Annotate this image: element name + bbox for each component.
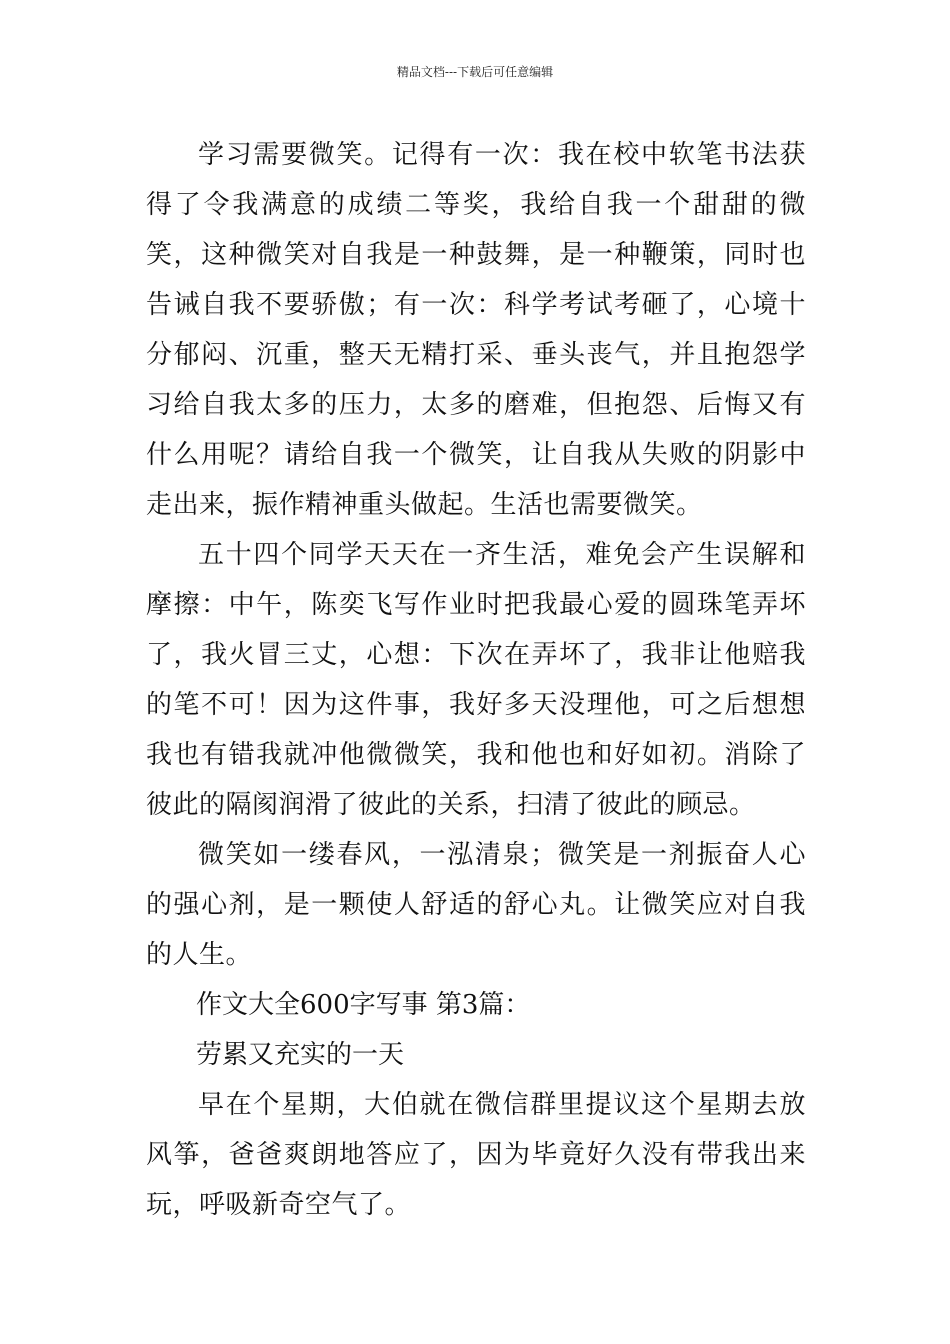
- paragraph-classmates: 五十四个同学天天在一齐生活，难免会产生误解和摩擦：中午，陈奕飞写作业时把我最心爱的圆珠笔弄坏了，我火冒三丈，心想：下次在弄坏了，我非让他赔我的笔不可！因为这件事，我好多天没理他，可之后想想我也有错我就冲他微微笑，我和他也和好如初。消除了彼此的隔阂润滑了彼此的关系，扫清了彼此的顾忌。: [146, 540, 806, 820]
- article-title: 劳累又充实的一天: [196, 1040, 405, 1070]
- page-header: 精品文档---下载后可任意编辑: [396, 65, 554, 79]
- document-body: [146, 130, 806, 1230]
- paragraph-smile-study: 学习需要微笑。记得有一次：我在校中软笔书法获得了令我满意的成绩二等奖，我给自我一个甜甜的微笑，这种微笑对自我是一种鼓舞，是一种鞭策，同时也告诫自我不要骄傲；有一次：科学考试考砸了，心境十分郁闷、沉重，整天无精打采、垂头丧气，并且抱怨学习给自我太多的压力，太多的磨难，但抱怨、后悔又有什么用呢？请给自我一个微笑，让自我从失败的阴影中走出来，振作精神重头做起。生活也需要微笑。: [146, 140, 806, 520]
- section-heading: 作文大全600字写事 第3篇：: [196, 990, 531, 1020]
- paragraph-kite: 早在个星期，大伯就在微信群里提议这个星期去放风筝，爸爸爽朗地答应了，因为毕竟好久没有带我出来玩，呼吸新奇空气了。: [146, 1090, 806, 1220]
- paragraph-smile-conclusion: 微笑如一缕春风，一泓清泉；微笑是一剂振奋人心的强心剂，是一颗使人舒适的舒心丸。让微笑应对自我的人生。: [146, 840, 806, 970]
